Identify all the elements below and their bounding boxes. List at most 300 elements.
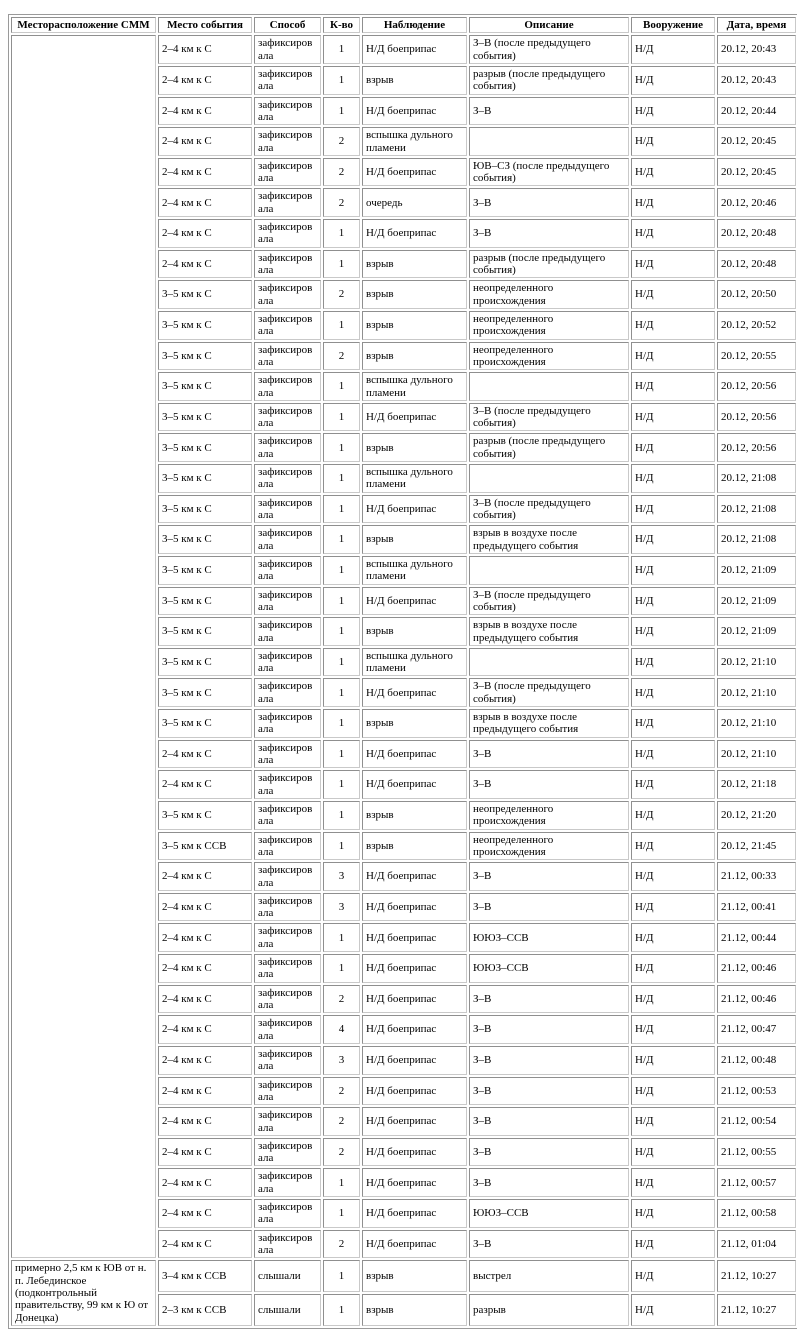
qty-cell: 1 [323, 525, 360, 554]
observation-cell: вспышка дульного пламени [362, 372, 467, 401]
qty-cell: 1 [323, 1199, 360, 1228]
method-cell: зафиксировала [254, 1230, 321, 1259]
datetime-cell: 21.12, 00:55 [717, 1138, 796, 1167]
weapons-cell: Н/Д [631, 1260, 715, 1292]
description-cell: З–В (после предыдущего события) [469, 403, 629, 432]
place-cell: 3–5 км к С [158, 433, 252, 462]
datetime-cell: 21.12, 01:04 [717, 1230, 796, 1259]
observation-cell: Н/Д боеприпас [362, 954, 467, 983]
qty-cell: 3 [323, 862, 360, 891]
observation-cell: Н/Д боеприпас [362, 985, 467, 1014]
datetime-cell: 20.12, 20:44 [717, 97, 796, 126]
qty-cell: 1 [323, 403, 360, 432]
weapons-cell: Н/Д [631, 188, 715, 217]
place-cell: 3–5 км к ССВ [158, 832, 252, 861]
qty-cell: 4 [323, 1015, 360, 1044]
weapons-cell: Н/Д [631, 770, 715, 799]
observation-cell: взрыв [362, 342, 467, 371]
method-cell: зафиксировала [254, 862, 321, 891]
column-header-place: Место события [158, 17, 252, 33]
place-cell: 3–5 км к С [158, 617, 252, 646]
description-cell: взрыв в воздухе после предыдущего события [469, 709, 629, 738]
description-cell: неопределенного происхождения [469, 342, 629, 371]
observation-cell: Н/Д боеприпас [362, 740, 467, 769]
description-cell: разрыв (после предыдущего события) [469, 250, 629, 279]
weapons-cell: Н/Д [631, 97, 715, 126]
place-cell: 2–4 км к С [158, 1015, 252, 1044]
observation-cell: Н/Д боеприпас [362, 35, 467, 64]
qty-cell: 2 [323, 1077, 360, 1106]
place-cell: 2–4 км к С [158, 770, 252, 799]
datetime-cell: 20.12, 20:56 [717, 403, 796, 432]
weapons-cell: Н/Д [631, 127, 715, 156]
method-cell: зафиксировала [254, 372, 321, 401]
description-cell [469, 464, 629, 493]
method-cell: зафиксировала [254, 954, 321, 983]
column-header-weapons: Вооружение [631, 17, 715, 33]
weapons-cell: Н/Д [631, 556, 715, 585]
observation-cell: Н/Д боеприпас [362, 678, 467, 707]
weapons-cell: Н/Д [631, 280, 715, 309]
datetime-cell: 20.12, 21:08 [717, 525, 796, 554]
datetime-cell: 21.12, 00:53 [717, 1077, 796, 1106]
method-cell: зафиксировала [254, 433, 321, 462]
place-cell: 2–4 км к С [158, 923, 252, 952]
column-header-quantity: К-во [323, 17, 360, 33]
datetime-cell: 20.12, 20:56 [717, 433, 796, 462]
place-cell: 2–4 км к С [158, 1138, 252, 1167]
description-cell: З–В (после предыдущего события) [469, 678, 629, 707]
weapons-cell: Н/Д [631, 525, 715, 554]
description-cell: З–В [469, 1138, 629, 1167]
observation-cell: Н/Д боеприпас [362, 1077, 467, 1106]
description-cell [469, 127, 629, 156]
place-cell: 2–4 км к С [158, 740, 252, 769]
datetime-cell: 20.12, 20:48 [717, 219, 796, 248]
description-cell: З–В [469, 893, 629, 922]
description-cell: неопределенного происхождения [469, 832, 629, 861]
column-header-description: Описание [469, 17, 629, 33]
place-cell: 2–3 км к ССВ [158, 1294, 252, 1326]
observation-cell: Н/Д боеприпас [362, 1015, 467, 1044]
description-cell: З–В [469, 770, 629, 799]
description-cell: З–В [469, 1015, 629, 1044]
description-cell: неопределенного происхождения [469, 311, 629, 340]
weapons-cell: Н/Д [631, 1294, 715, 1326]
description-cell: З–В (после предыдущего события) [469, 587, 629, 616]
weapons-cell: Н/Д [631, 1077, 715, 1106]
weapons-cell: Н/Д [631, 495, 715, 524]
method-cell: зафиксировала [254, 1138, 321, 1167]
qty-cell: 1 [323, 372, 360, 401]
method-cell: зафиксировала [254, 250, 321, 279]
smm-events-table [8, 14, 797, 1329]
description-cell: З–В [469, 1046, 629, 1075]
place-cell: 3–5 км к С [158, 403, 252, 432]
place-cell: 3–5 км к С [158, 587, 252, 616]
method-cell: зафиксировала [254, 801, 321, 830]
qty-cell: 3 [323, 1046, 360, 1075]
method-cell: зафиксировала [254, 495, 321, 524]
qty-cell: 1 [323, 433, 360, 462]
weapons-cell: Н/Д [631, 464, 715, 493]
place-cell: 2–4 км к С [158, 127, 252, 156]
place-cell: 2–4 км к С [158, 97, 252, 126]
qty-cell: 1 [323, 35, 360, 64]
qty-cell: 1 [323, 617, 360, 646]
weapons-cell: Н/Д [631, 954, 715, 983]
method-cell: слышали [254, 1260, 321, 1292]
datetime-cell: 20.12, 21:09 [717, 587, 796, 616]
datetime-cell: 20.12, 20:55 [717, 342, 796, 371]
observation-cell: вспышка дульного пламени [362, 556, 467, 585]
observation-cell: Н/Д боеприпас [362, 587, 467, 616]
method-cell: зафиксировала [254, 311, 321, 340]
datetime-cell: 20.12, 21:10 [717, 709, 796, 738]
method-cell: зафиксировала [254, 188, 321, 217]
datetime-cell: 21.12, 00:47 [717, 1015, 796, 1044]
weapons-cell: Н/Д [631, 1015, 715, 1044]
qty-cell: 1 [323, 801, 360, 830]
observation-cell: Н/Д боеприпас [362, 1107, 467, 1136]
observation-cell: Н/Д боеприпас [362, 1168, 467, 1197]
description-cell: ЮЮЗ–ССВ [469, 1199, 629, 1228]
description-cell: взрыв в воздухе после предыдущего события [469, 617, 629, 646]
column-header-location: Месторасположение СММ [11, 17, 156, 33]
description-cell: З–В [469, 985, 629, 1014]
method-cell: зафиксировала [254, 893, 321, 922]
observation-cell: вспышка дульного пламени [362, 127, 467, 156]
datetime-cell: 20.12, 20:45 [717, 127, 796, 156]
method-cell: слышали [254, 1294, 321, 1326]
observation-cell: Н/Д боеприпас [362, 495, 467, 524]
description-cell: ЮЮЗ–ССВ [469, 923, 629, 952]
weapons-cell: Н/Д [631, 617, 715, 646]
place-cell: 3–5 км к С [158, 648, 252, 677]
observation-cell: вспышка дульного пламени [362, 464, 467, 493]
observation-cell: взрыв [362, 525, 467, 554]
description-cell: З–В [469, 97, 629, 126]
place-cell: 2–4 км к С [158, 985, 252, 1014]
column-header-method: Способ [254, 17, 321, 33]
weapons-cell: Н/Д [631, 648, 715, 677]
qty-cell: 1 [323, 1168, 360, 1197]
qty-cell: 1 [323, 250, 360, 279]
place-cell: 3–5 км к С [158, 556, 252, 585]
header-row [11, 17, 796, 33]
weapons-cell: Н/Д [631, 1230, 715, 1259]
column-header-observation: Наблюдение [362, 17, 467, 33]
method-cell: зафиксировала [254, 280, 321, 309]
description-cell: выстрел [469, 1260, 629, 1292]
place-cell: 3–5 км к С [158, 342, 252, 371]
place-cell: 2–4 км к С [158, 1107, 252, 1136]
description-cell: З–В [469, 862, 629, 891]
description-cell: З–В [469, 1107, 629, 1136]
weapons-cell: Н/Д [631, 587, 715, 616]
qty-cell: 2 [323, 1107, 360, 1136]
method-cell: зафиксировала [254, 219, 321, 248]
method-cell: зафиксировала [254, 832, 321, 861]
datetime-cell: 20.12, 20:56 [717, 372, 796, 401]
qty-cell: 1 [323, 495, 360, 524]
observation-cell: Н/Д боеприпас [362, 158, 467, 187]
weapons-cell: Н/Д [631, 433, 715, 462]
datetime-cell: 21.12, 00:57 [717, 1168, 796, 1197]
qty-cell: 1 [323, 678, 360, 707]
method-cell: зафиксировала [254, 648, 321, 677]
datetime-cell: 20.12, 21:10 [717, 740, 796, 769]
place-cell: 2–4 км к С [158, 158, 252, 187]
observation-cell: взрыв [362, 617, 467, 646]
datetime-cell: 21.12, 00:44 [717, 923, 796, 952]
datetime-cell: 20.12, 20:46 [717, 188, 796, 217]
description-cell: З–В [469, 188, 629, 217]
description-cell: З–В [469, 219, 629, 248]
qty-cell: 2 [323, 158, 360, 187]
method-cell: зафиксировала [254, 587, 321, 616]
weapons-cell: Н/Д [631, 35, 715, 64]
datetime-cell: 21.12, 00:46 [717, 954, 796, 983]
datetime-cell: 20.12, 21:08 [717, 464, 796, 493]
datetime-cell: 21.12, 00:48 [717, 1046, 796, 1075]
weapons-cell: Н/Д [631, 311, 715, 340]
method-cell: зафиксировала [254, 127, 321, 156]
method-cell: зафиксировала [254, 35, 321, 64]
description-cell: разрыв [469, 1294, 629, 1326]
qty-cell: 2 [323, 1138, 360, 1167]
observation-cell: взрыв [362, 311, 467, 340]
datetime-cell: 20.12, 20:43 [717, 35, 796, 64]
observation-cell: взрыв [362, 433, 467, 462]
observation-cell: Н/Д боеприпас [362, 923, 467, 952]
datetime-cell: 20.12, 21:45 [717, 832, 796, 861]
weapons-cell: Н/Д [631, 832, 715, 861]
description-cell: неопределенного происхождения [469, 280, 629, 309]
qty-cell: 1 [323, 97, 360, 126]
place-cell: 2–4 км к С [158, 893, 252, 922]
weapons-cell: Н/Д [631, 801, 715, 830]
weapons-cell: Н/Д [631, 1107, 715, 1136]
qty-cell: 1 [323, 1260, 360, 1292]
datetime-cell: 20.12, 21:09 [717, 556, 796, 585]
observation-cell: взрыв [362, 709, 467, 738]
datetime-cell: 20.12, 21:08 [717, 495, 796, 524]
description-cell [469, 648, 629, 677]
description-cell [469, 372, 629, 401]
datetime-cell: 20.12, 21:10 [717, 648, 796, 677]
method-cell: зафиксировала [254, 985, 321, 1014]
observation-cell: взрыв [362, 280, 467, 309]
weapons-cell: Н/Д [631, 923, 715, 952]
weapons-cell: Н/Д [631, 1199, 715, 1228]
method-cell: зафиксировала [254, 678, 321, 707]
qty-cell: 1 [323, 770, 360, 799]
place-cell: 3–5 км к С [158, 280, 252, 309]
place-cell: 2–4 км к С [158, 1230, 252, 1259]
weapons-cell: Н/Д [631, 372, 715, 401]
observation-cell: Н/Д боеприпас [362, 893, 467, 922]
weapons-cell: Н/Д [631, 862, 715, 891]
place-cell: 2–4 км к С [158, 862, 252, 891]
datetime-cell: 20.12, 20:50 [717, 280, 796, 309]
description-cell: З–В (после предыдущего события) [469, 35, 629, 64]
description-cell: разрыв (после предыдущего события) [469, 433, 629, 462]
observation-cell: взрыв [362, 66, 467, 95]
place-cell: 2–4 км к С [158, 1077, 252, 1106]
observation-cell: взрыв [362, 832, 467, 861]
description-cell: З–В [469, 1230, 629, 1259]
weapons-cell: Н/Д [631, 1168, 715, 1197]
column-header-datetime: Дата, время [717, 17, 796, 33]
observation-cell: Н/Д боеприпас [362, 1230, 467, 1259]
description-cell: З–В [469, 1077, 629, 1106]
table-row [11, 1260, 796, 1292]
description-cell: взрыв в воздухе после предыдущего события [469, 525, 629, 554]
place-cell: 2–4 км к С [158, 954, 252, 983]
datetime-cell: 20.12, 21:20 [717, 801, 796, 830]
weapons-cell: Н/Д [631, 342, 715, 371]
datetime-cell: 21.12, 10:27 [717, 1260, 796, 1292]
method-cell: зафиксировала [254, 617, 321, 646]
place-cell: 3–5 км к С [158, 709, 252, 738]
qty-cell: 1 [323, 648, 360, 677]
qty-cell: 1 [323, 954, 360, 983]
qty-cell: 1 [323, 832, 360, 861]
table-body [11, 35, 796, 1326]
qty-cell: 1 [323, 219, 360, 248]
observation-cell: взрыв [362, 1294, 467, 1326]
datetime-cell: 21.12, 00:54 [717, 1107, 796, 1136]
observation-cell: взрыв [362, 1260, 467, 1292]
observation-cell: очередь [362, 188, 467, 217]
method-cell: зафиксировала [254, 1077, 321, 1106]
weapons-cell: Н/Д [631, 219, 715, 248]
method-cell: зафиксировала [254, 66, 321, 95]
description-cell: З–В (после предыдущего события) [469, 495, 629, 524]
description-cell [469, 556, 629, 585]
method-cell: зафиксировала [254, 1199, 321, 1228]
place-cell: 2–4 км к С [158, 1046, 252, 1075]
observation-cell: Н/Д боеприпас [362, 862, 467, 891]
method-cell: зафиксировала [254, 97, 321, 126]
description-cell: ЮЮЗ–ССВ [469, 954, 629, 983]
method-cell: зафиксировала [254, 525, 321, 554]
qty-cell: 1 [323, 66, 360, 95]
method-cell: зафиксировала [254, 1168, 321, 1197]
place-cell: 3–5 км к С [158, 678, 252, 707]
method-cell: зафиксировала [254, 740, 321, 769]
description-cell: З–В [469, 1168, 629, 1197]
place-cell: 2–4 км к С [158, 188, 252, 217]
observation-cell: взрыв [362, 801, 467, 830]
place-cell: 3–5 км к С [158, 495, 252, 524]
method-cell: зафиксировала [254, 1015, 321, 1044]
method-cell: зафиксировала [254, 709, 321, 738]
method-cell: зафиксировала [254, 464, 321, 493]
observation-cell: вспышка дульного пламени [362, 648, 467, 677]
place-cell: 2–4 км к С [158, 35, 252, 64]
datetime-cell: 20.12, 21:18 [717, 770, 796, 799]
datetime-cell: 21.12, 00:33 [717, 862, 796, 891]
datetime-cell: 20.12, 21:09 [717, 617, 796, 646]
datetime-cell: 21.12, 10:27 [717, 1294, 796, 1326]
qty-cell: 1 [323, 709, 360, 738]
description-cell: З–В [469, 740, 629, 769]
qty-cell: 2 [323, 985, 360, 1014]
place-cell: 2–4 км к С [158, 219, 252, 248]
qty-cell: 2 [323, 342, 360, 371]
datetime-cell: 20.12, 20:45 [717, 158, 796, 187]
qty-cell: 1 [323, 311, 360, 340]
weapons-cell: Н/Д [631, 740, 715, 769]
weapons-cell: Н/Д [631, 893, 715, 922]
qty-cell: 1 [323, 587, 360, 616]
description-cell: ЮВ–СЗ (после предыдущего события) [469, 158, 629, 187]
place-cell: 3–5 км к С [158, 311, 252, 340]
place-cell: 3–5 км к С [158, 801, 252, 830]
place-cell: 3–4 км к ССВ [158, 1260, 252, 1292]
description-cell: неопределенного происхождения [469, 801, 629, 830]
observation-cell: Н/Д боеприпас [362, 770, 467, 799]
qty-cell: 1 [323, 464, 360, 493]
method-cell: зафиксировала [254, 403, 321, 432]
weapons-cell: Н/Д [631, 985, 715, 1014]
qty-cell: 2 [323, 1230, 360, 1259]
place-cell: 3–5 км к С [158, 372, 252, 401]
location-cell [11, 35, 156, 1258]
place-cell: 2–4 км к С [158, 1168, 252, 1197]
weapons-cell: Н/Д [631, 709, 715, 738]
place-cell: 2–4 км к С [158, 250, 252, 279]
description-cell: разрыв (после предыдущего события) [469, 66, 629, 95]
datetime-cell: 20.12, 20:48 [717, 250, 796, 279]
place-cell: 3–5 км к С [158, 464, 252, 493]
observation-cell: Н/Д боеприпас [362, 97, 467, 126]
datetime-cell: 21.12, 00:58 [717, 1199, 796, 1228]
qty-cell: 2 [323, 127, 360, 156]
place-cell: 2–4 км к С [158, 66, 252, 95]
weapons-cell: Н/Д [631, 678, 715, 707]
weapons-cell: Н/Д [631, 1138, 715, 1167]
observation-cell: Н/Д боеприпас [362, 1199, 467, 1228]
datetime-cell: 20.12, 21:10 [717, 678, 796, 707]
weapons-cell: Н/Д [631, 250, 715, 279]
weapons-cell: Н/Д [631, 158, 715, 187]
qty-cell: 1 [323, 1294, 360, 1326]
datetime-cell: 20.12, 20:52 [717, 311, 796, 340]
observation-cell: Н/Д боеприпас [362, 403, 467, 432]
qty-cell: 1 [323, 556, 360, 585]
qty-cell: 2 [323, 280, 360, 309]
weapons-cell: Н/Д [631, 1046, 715, 1075]
method-cell: зафиксировала [254, 770, 321, 799]
qty-cell: 1 [323, 740, 360, 769]
qty-cell: 3 [323, 893, 360, 922]
method-cell: зафиксировала [254, 342, 321, 371]
method-cell: зафиксировала [254, 923, 321, 952]
qty-cell: 2 [323, 188, 360, 217]
method-cell: зафиксировала [254, 556, 321, 585]
method-cell: зафиксировала [254, 1046, 321, 1075]
weapons-cell: Н/Д [631, 403, 715, 432]
datetime-cell: 21.12, 00:46 [717, 985, 796, 1014]
observation-cell: Н/Д боеприпас [362, 1138, 467, 1167]
observation-cell: Н/Д боеприпас [362, 219, 467, 248]
datetime-cell: 21.12, 00:41 [717, 893, 796, 922]
method-cell: зафиксировала [254, 1107, 321, 1136]
observation-cell: взрыв [362, 250, 467, 279]
